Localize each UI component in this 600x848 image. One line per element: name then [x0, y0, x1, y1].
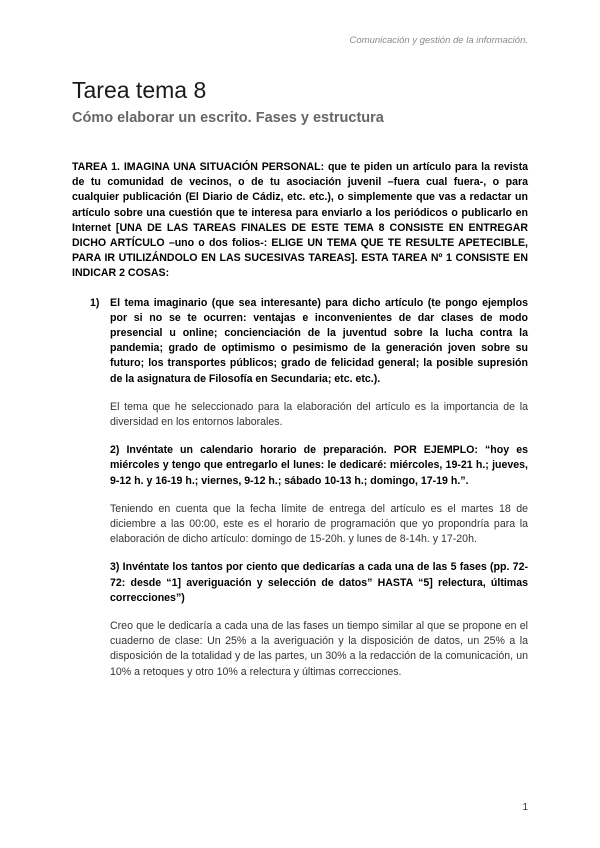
answer-1: El tema que he seleccionado para la elaboración del artículo es la importancia de la diversidad en los entornos laborales.	[110, 400, 528, 429]
list-item-text: El tema imaginario (que sea interesante) para dicho artículo (te pongo ejemplos por si no se te ocurren: ventajas e inconvenientes de dar clases de modo presencial u online; concienciación de la juventud sobre la lucha contra la pandemia; grado de optimismo o pesimismo de la generación joven sobre su futuro; los transportes públicos; grado de felicidad general; la posible supresión de la asignatura de Filosofía en Secundaria; etc. etc.).	[110, 296, 528, 385]
document-body	[72, 160, 528, 680]
header-note: Comunicación y gestión de la información.	[349, 35, 528, 46]
page-subtitle: Cómo elaborar un escrito. Fases y estructura	[72, 110, 384, 126]
question-2: 2) Invéntate un calendario horario de preparación. POR EJEMPLO: “hoy es miércoles y tengo que entregarlo el lunes: le dedicaré: miércoles, 19-21 h.; jueves, 9-12 h. y 16-19 h.; viernes, 9-12 h.; sábado 10-13 h.; domingo, 17-19 h.”.	[110, 444, 528, 487]
page-title: Tarea tema 8	[72, 77, 207, 103]
answer-2: Teniendo en cuenta que la fecha límite de entrega del artículo es el martes 18 de diciembre a las 00:00, este es el horario de programación que yo propondría para la elaboración de dicho artículo: domingo de 15-20h. y lunes de 8-14h. y 17-20h.	[110, 502, 528, 546]
list-item-1	[72, 296, 528, 387]
answer-3: Creo que le dedicaría a cada una de las fases un tiempo similar al que se propone en el cuaderno de clase: Un 25% a la averiguación y la disposición de datos, un 25% a la disposición de la totalidad y de las partes, un 30% a la redacción de la comunicación, un 10% a retoques y otro 10% a relectura y últimas correcciones.	[110, 620, 528, 678]
question-3: 3) Invéntate los tantos por ciento que dedicarías a cada una de las 5 fases (pp. 72-72: desde “1] averiguación y selección de datos” HASTA “5] relectura, últimas correcciones”)	[110, 561, 528, 604]
page-number: 1	[522, 802, 528, 813]
list-item-number: 1)	[90, 296, 100, 309]
task-intro: TAREA 1. IMAGINA UNA SITUACIÓN PERSONAL: que te piden un artículo para la revista de tu comunidad de vecinos, o de tu asociación juvenil –fuera cual fuera-, o para cualquier publicación (El Diario de Cádiz, etc. etc.), o simplemente que vas a redactar un artículo sobre una cuestión que te interesa para enviarlo a los periódicos o publicarlo en Internet [UNA DE LAS TAREAS FINALES DE ESTE TEMA 8 CONSISTE EN ENTREGAR DICHO ARTÍCULO –uno o dos folios-: ELIGE UN TEMA QUE TE RESULTE APETECIBLE, PARA IR UTILIZÁNDOLO EN LAS SUCESIVAS TAREAS]. ESTA TAREA Nº 1 CONSISTE EN INDICAR 2 COSAS:	[72, 161, 528, 280]
